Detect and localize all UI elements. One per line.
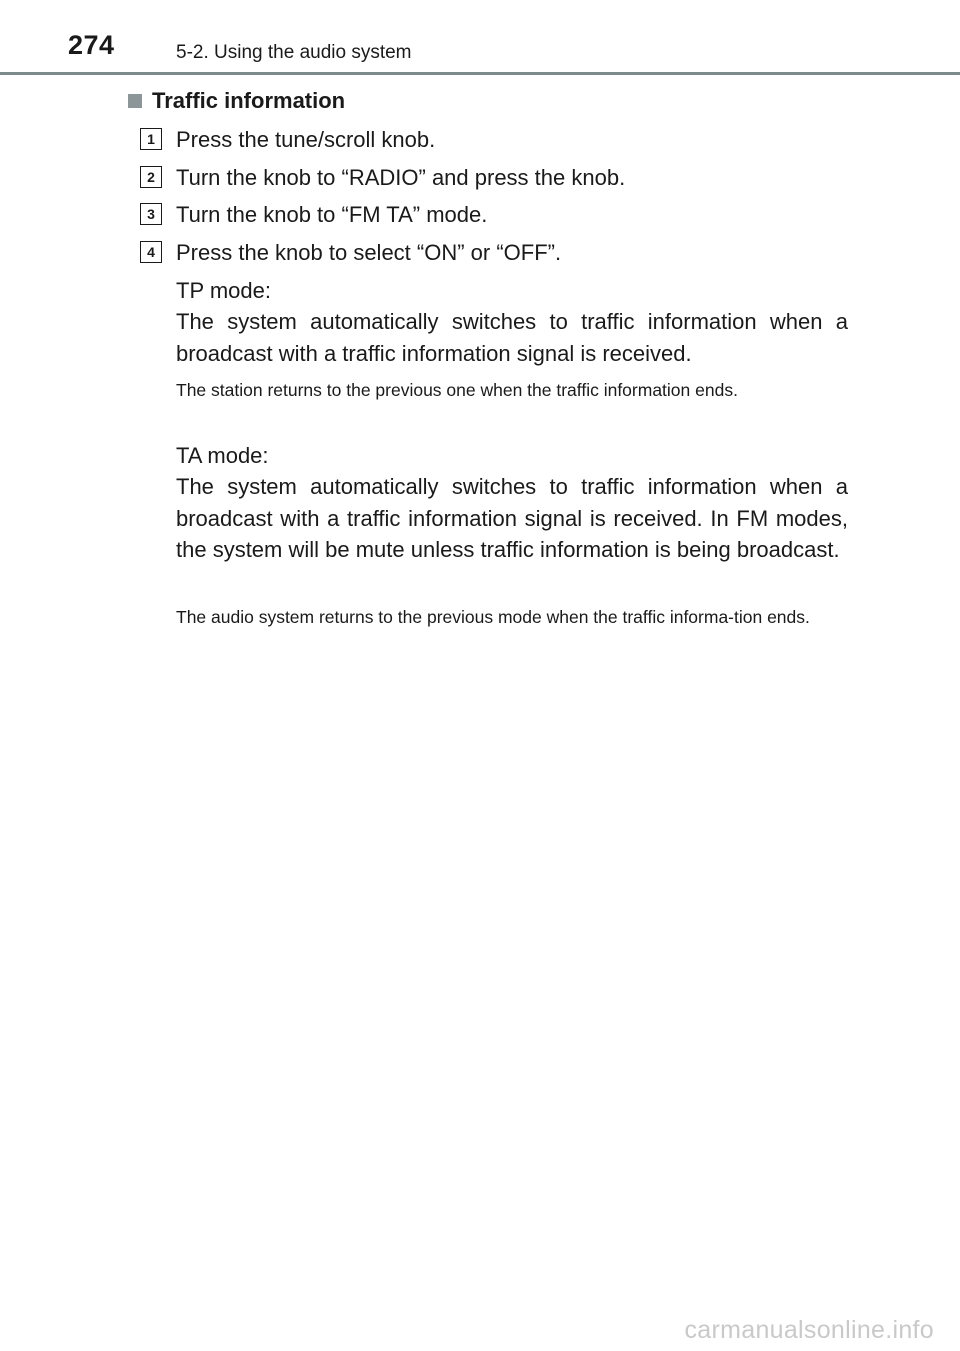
section-title: 5-2. Using the audio system <box>176 42 412 63</box>
tp-mode-note: The station returns to the previous one when the traffic information ends. <box>176 380 738 400</box>
step-number-badge: 2 <box>140 166 162 188</box>
step-number-badge: 1 <box>140 128 162 150</box>
step-text: Press the tune/scroll knob. <box>176 127 436 152</box>
tp-mode-description: The system automatically switches to traffic information when a broadcast with a traffic information signal is received. <box>176 309 848 366</box>
step-number-badge: 3 <box>140 203 162 225</box>
ta-mode-label: TA mode: <box>176 443 269 468</box>
square-bullet-icon <box>128 94 142 108</box>
section-heading <box>128 88 345 114</box>
header-divider <box>0 72 960 75</box>
page-number: 274 <box>68 30 115 60</box>
ta-mode-description: The system automatically switches to traffic information when a broadcast with a traffic information signal is received. In FM modes, the system will be mute unless traffic information is being broadcast. <box>176 474 848 562</box>
watermark: carmanualsonline.info <box>684 1316 934 1344</box>
tp-mode-label: TP mode: <box>176 278 271 303</box>
step-text: Turn the knob to “RADIO” and press the knob. <box>176 165 626 190</box>
step-3 <box>140 199 487 231</box>
step-text: Turn the knob to “FM TA” mode. <box>176 202 488 227</box>
ta-mode-note: The audio system returns to the previous mode when the traffic informa-tion ends. <box>176 607 810 627</box>
step-1 <box>140 124 435 156</box>
page-header <box>0 0 960 76</box>
step-4 <box>140 237 561 269</box>
step-2 <box>140 162 625 194</box>
step-text: Press the knob to select “ON” or “OFF”. <box>176 240 562 265</box>
step-number-badge: 4 <box>140 241 162 263</box>
heading-text: Traffic information <box>152 88 346 113</box>
